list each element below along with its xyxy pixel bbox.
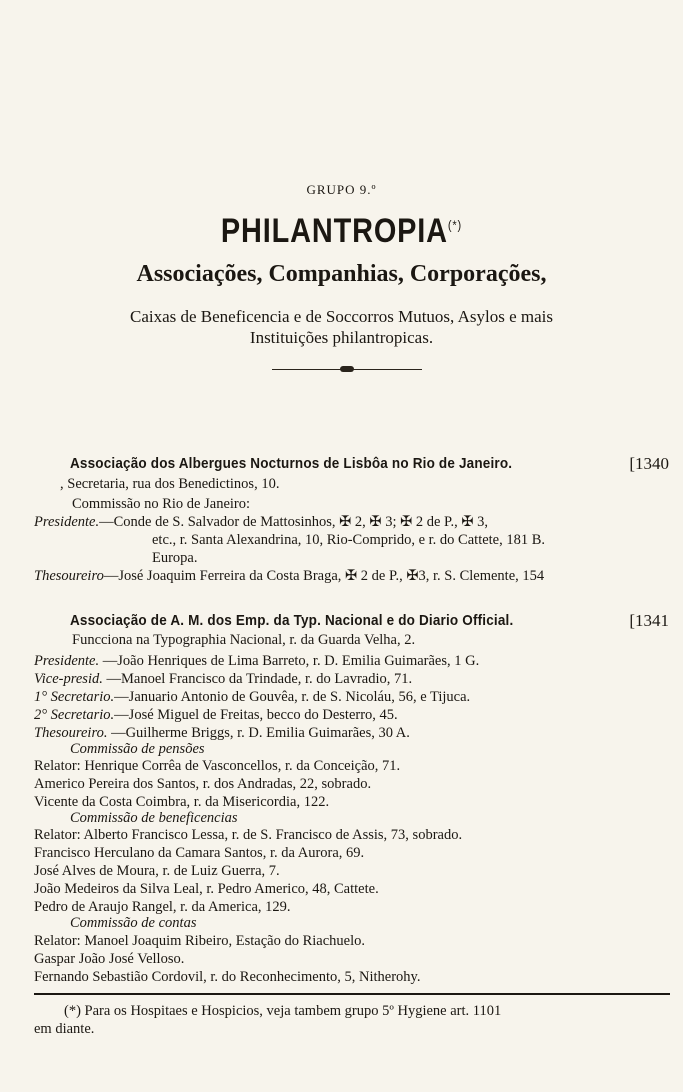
thesoureiro-text: —José Joaquim Ferreira da Costa Braga, ✠ 2 de P., ✠3, r. S. Clemente, 154 [103,568,545,584]
footnote-line-2: em diante. [34,1021,95,1037]
subtitle: Associações, Companhias, Corporações, [136,261,547,287]
title-text: PHILANTROPIA [220,212,448,250]
ornamental-rule-center [340,366,354,372]
officer-row [34,689,470,706]
footnote-line-1: (*) Para os Hospitaes e Hospicios, veja tambem grupo 5º Hygiene art. 1101 [64,1003,502,1019]
commissao-contas-text: Commissão de contas [70,915,197,931]
entry-1-secretaria: , Secretaria, rua dos Benedictinos, 10. [60,476,280,492]
officer-label: Thesoureiro. [34,725,108,741]
thesoureiro-label: Thesoureiro [34,568,104,584]
commissao-pensoes-text: Commissão de pensões [70,741,205,757]
entry-1-thesoureiro [34,568,544,585]
commissao-pensoes-heading [70,741,205,758]
officer-text: —Guilherme Briggs, r. D. Emilia Guimarães, 30 A. [111,725,410,741]
entry-1-presidente [34,514,488,531]
list-item: Pedro de Araujo Rangel, r. da America, 129. [34,899,291,915]
list-item: Relator: Alberto Francisco Lessa, r. de S. Francisco de Assis, 73, sobrado. [34,827,463,843]
officer-label: Vice-presid. [34,671,103,687]
officer-row [34,653,479,670]
officer-label: 2° Secretario. [34,707,115,723]
entry-2-ref: [1341 [629,611,669,630]
officer-row [34,671,412,688]
officer-text: —Manoel Francisco da Trindade, r. do Lavradio, 71. [106,671,413,687]
entry-1-commissao: Commissão no Rio de Janeiro: [72,496,251,512]
entry-1-presidente-cont1: etc., r. Santa Alexandrina, 10, Rio-Comprido, e r. do Cattete, 181 B. [152,532,546,548]
group-heading: GRUPO 9.º [306,182,377,197]
list-item: Relator: Manoel Joaquim Ribeiro, Estação do Riachuelo. [34,933,366,949]
subtitle-line-1: Caixas de Beneficencia e de Soccorros Mutuos, Asylos e mais [129,307,553,326]
list-item: Americo Pereira dos Santos, r. dos Andradas, 22, sobrado. [34,776,372,792]
footnote-rule [34,993,670,995]
list-item: João Medeiros da Silva Leal, r. Pedro Americo, 48, Cattete. [34,881,379,897]
commissao-beneficencias-heading [70,810,238,827]
list-item: Fernando Sebastião Cordovil, r. do Reconhecimento, 5, Nitherohy. [34,969,421,985]
list-item: Gaspar João José Velloso. [34,951,185,967]
entry-1-ref: [1340 [629,454,669,473]
entry-2-name: Associação de A. M. dos Emp. da Typ. Nacional e do Diario Official. [70,612,514,629]
officer-text: —José Miguel de Freitas, becco do Desterro, 45. [114,707,398,723]
list-item: Relator: Henrique Corrêa de Vasconcellos, r. da Conceição, 71. [34,758,401,774]
list-item: Vicente da Costa Coimbra, r. da Misericordia, 122. [34,794,330,810]
list-item: Francisco Herculano da Camara Santos, r. da Aurora, 69. [34,845,365,861]
presidente-text: —Conde de S. Salvador de Mattosinhos, ✠ 2, ✠ 3; ✠ 2 de P., ✠ 3, [99,514,489,530]
presidente-label: Presidente. [34,514,100,530]
page-title [51,212,632,251]
officer-text: —Januario Antonio de Gouvêa, r. de S. Nicoláu, 56, e Tijuca. [114,689,471,705]
list-item: José Alves de Moura, r. de Luiz Guerra, 7. [34,863,280,879]
commissao-contas-heading [70,915,196,932]
entry-1-presidente-cont2: Europa. [152,550,198,566]
officer-text: —João Henriques de Lima Barreto, r. D. Emilia Guimarães, 1 G. [102,653,480,669]
subtitle-line-2: Instituições philantropicas. [249,328,434,347]
officer-row [34,707,398,724]
officer-label: Presidente. [34,653,100,669]
officer-label: 1° Secretario. [34,689,115,705]
entry-2-funcciona: Funcciona na Typographia Nacional, r. da Guarda Velha, 2. [72,632,416,648]
officer-row [34,725,410,742]
title-footnote-marker: (*) [447,217,463,233]
entry-1-name: Associação dos Albergues Nocturnos de Lisbôa no Rio de Janeiro. [70,455,513,472]
commissao-beneficencias-text: Commissão de beneficencias [70,810,238,826]
